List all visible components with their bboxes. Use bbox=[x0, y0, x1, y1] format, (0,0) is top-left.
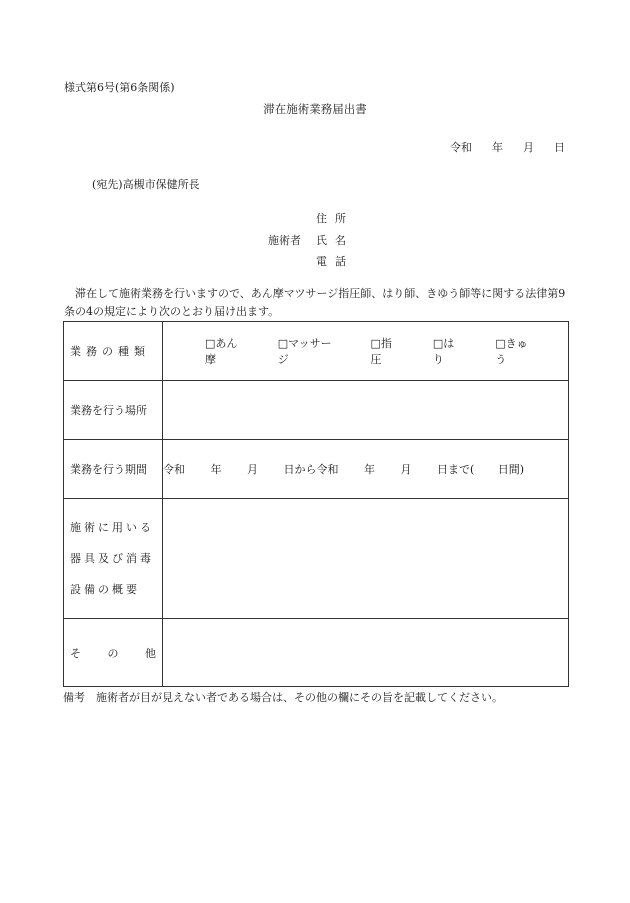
table-row bbox=[64, 619, 569, 687]
form-table bbox=[63, 321, 569, 687]
equipment-label bbox=[64, 499, 163, 619]
other-field[interactable] bbox=[163, 619, 569, 687]
table-row bbox=[64, 440, 569, 499]
other-label bbox=[64, 619, 163, 687]
date-month: 月 bbox=[523, 141, 534, 154]
other-label-char: そ bbox=[70, 646, 81, 660]
date-era: 令和 bbox=[450, 141, 472, 154]
period-month-end: 月 bbox=[400, 463, 412, 476]
table-row bbox=[64, 381, 569, 440]
type-option-anma[interactable]: □あん摩 bbox=[205, 337, 238, 366]
type-option-massage[interactable]: □マッサージ bbox=[277, 337, 332, 366]
date-day: 日 bbox=[554, 141, 565, 154]
place-field[interactable] bbox=[163, 381, 569, 440]
other-label-char: 他 bbox=[145, 646, 156, 660]
document-title: 滞在施術業務届出書 bbox=[263, 102, 367, 116]
other-label-char: の bbox=[107, 646, 119, 660]
table-row bbox=[64, 499, 569, 619]
practitioner-name-label: 氏名 bbox=[316, 234, 354, 247]
table-row bbox=[64, 322, 569, 381]
date-year: 年 bbox=[492, 141, 503, 154]
date-line bbox=[450, 139, 565, 155]
period-field[interactable] bbox=[163, 440, 569, 499]
form-number: 様式第6号(第6条関係) bbox=[64, 81, 175, 94]
type-label: 業務の種類 bbox=[64, 322, 163, 381]
practitioner-label: 施術者 bbox=[268, 234, 301, 247]
type-option-hari[interactable]: □はり bbox=[432, 337, 455, 366]
period-days: 日間) bbox=[497, 463, 525, 476]
period-day-start: 日から令和 bbox=[283, 463, 339, 476]
equipment-label-line: 施術に用いる bbox=[70, 521, 154, 534]
remarks-note: 備考 施術者が目が見えない者である場合は、その他の欄にその旨を記載してください。 bbox=[63, 691, 503, 704]
period-era-start: 令和 bbox=[163, 463, 185, 476]
addressee: (宛先)高槻市保健所長 bbox=[92, 178, 200, 191]
equipment-field[interactable] bbox=[163, 499, 569, 619]
practitioner-phone-label: 電話 bbox=[316, 255, 354, 268]
practitioner-block bbox=[268, 210, 388, 270]
place-label: 業務を行う場所 bbox=[64, 381, 163, 440]
equipment-label-line: 設備の概要 bbox=[70, 583, 140, 596]
equipment-label-line: 器具及び消毒 bbox=[70, 552, 154, 565]
type-option-kyu[interactable]: □きゅう bbox=[495, 337, 528, 366]
declaration-text: 滞在して施術業務を行いますので、あん摩マツサージ指圧師、はり師、きゆう師等に関する法律第9条の4の規定により次のとおり届け出ます。 bbox=[64, 287, 566, 318]
period-year-end: 年 bbox=[364, 463, 375, 476]
period-label: 業務を行う期間 bbox=[64, 440, 163, 499]
practitioner-address-label: 住所 bbox=[316, 212, 354, 225]
period-year-start: 年 bbox=[210, 463, 222, 476]
period-month-start: 月 bbox=[247, 463, 258, 476]
type-options bbox=[163, 322, 569, 381]
type-option-shiatsu[interactable]: □指圧 bbox=[370, 337, 392, 366]
period-day-end: 日まで( bbox=[437, 463, 475, 476]
